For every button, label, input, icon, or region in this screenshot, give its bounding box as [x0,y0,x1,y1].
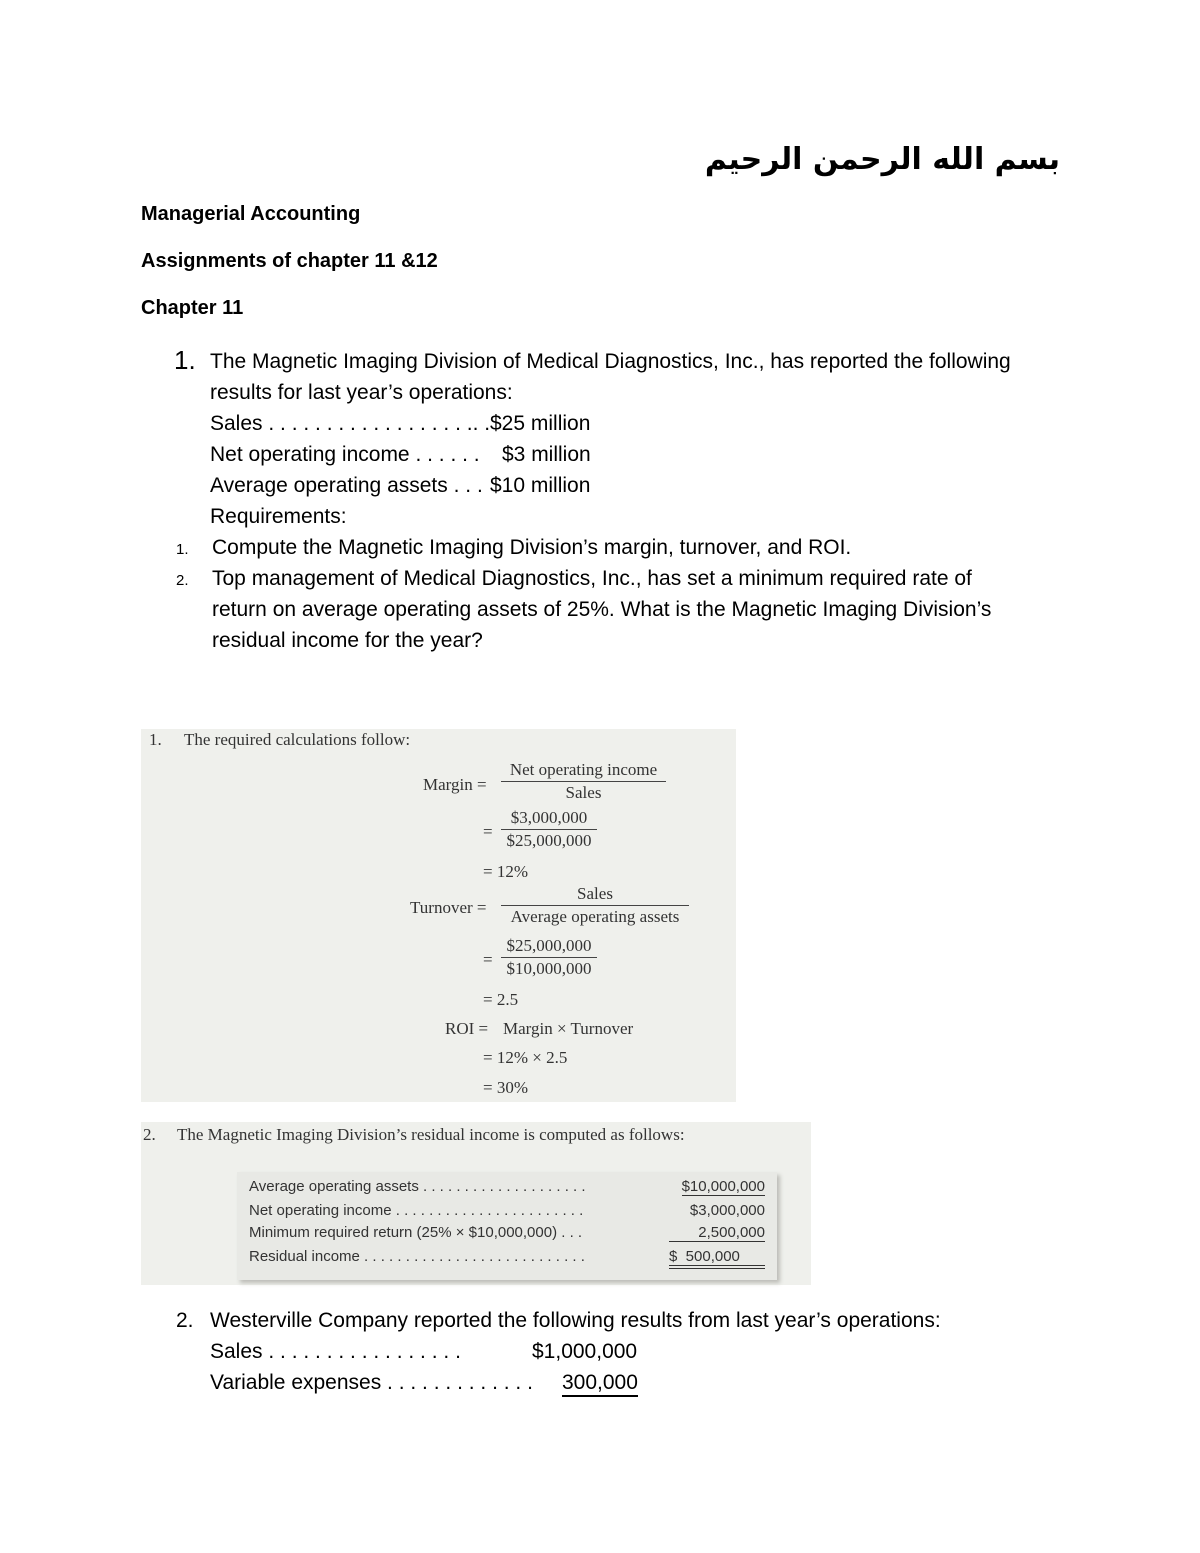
question-2-text: Westerville Company reported the following results from last year’s operations: [210,1309,941,1332]
solution-1-panel [141,729,736,1102]
requirement-2-line1: Top management of Medical Diagnostics, Inc., has set a minimum required rate of [212,567,972,590]
margin-result: = 12% [483,862,528,881]
requirement-1-text: Compute the Magnetic Imaging Division’s margin, turnover, and ROI. [212,536,852,559]
margin-label: Margin = [423,775,487,794]
margin-formula-denominator: Sales [565,783,602,802]
average-operating-assets-label: Average operating assets . . . [210,474,483,497]
variable-expenses-value: 300,000 [562,1371,638,1397]
turnover-equals: = [483,950,493,969]
westerville-sales-label: Sales . . . . . . . . . . . . . . . . . [210,1340,461,1363]
turnover-result: = 2.5 [483,990,519,1009]
roi-formula: Margin × Turnover [503,1019,634,1038]
westerville-sales-value: $1,000,000 [532,1340,638,1363]
requirements-label: Requirements: [210,505,347,528]
turnover-formula-numerator: Sales [501,884,689,906]
turnover-formula-denominator: Average operating assets [510,907,680,926]
requirement-1-number: 1. [176,541,189,558]
question-2-number: 2. [176,1309,194,1332]
table-row-value [669,1224,765,1242]
solution-2-panel [141,1122,811,1285]
table-row-label: Minimum required return (25% × $10,000,000) . . . [249,1224,583,1241]
margin-values-numerator: $3,000,000 [501,808,597,830]
net-operating-income-label: Net operating income . . . . . . [210,443,480,466]
requirement-2-line3: residual income for the year? [212,629,483,652]
turnover-values-denominator: $10,000,000 [506,959,592,978]
margin-equals: = [483,822,493,841]
margin-formula-numerator: Net operating income [501,760,666,782]
question-1-number: 1. [174,345,196,375]
requirement-2-line2: return on average operating assets of 25%. What is the Magnetic Imaging Division’s [212,598,992,621]
basmala-heading: بسم الله الرحمن الرحيم [704,142,1060,177]
variable-expenses-label: Variable expenses . . . . . . . . . . . . . [210,1371,533,1394]
table-row-value-text: 2,500,000 [669,1224,765,1242]
assignments-heading: Assignments of chapter 11 &12 [141,250,438,272]
residual-income-table [237,1172,777,1280]
margin-values-fraction [501,808,597,851]
table-row-value [669,1248,765,1269]
solution-2-number: 2. [143,1125,156,1144]
turnover-values-fraction [501,936,597,979]
table-row-label: Net operating income . . . . . . . . . . . . . . . . . . . . . . . [249,1202,584,1219]
turnover-formula-fraction [501,884,689,927]
margin-formula-fraction [501,760,666,803]
question-1-intro-line2: results for last year’s operations: [210,381,513,404]
turnover-values-numerator: $25,000,000 [501,936,597,958]
roi-calculation: = 12% × 2.5 [483,1048,568,1067]
roi-label: ROI = [445,1019,489,1038]
solution-2-title: The Magnetic Imaging Division’s residual income is computed as follows: [177,1125,685,1144]
net-operating-income-value: $3 million [502,443,591,466]
chapter-heading: Chapter 11 [141,297,244,319]
solution-1-number: 1. [149,730,162,749]
roi-result: = 30% [483,1078,528,1097]
solution-1-title: The required calculations follow: [184,730,411,749]
average-operating-assets-value: $10 million [490,474,591,497]
sales-label: Sales . . . . . . . . . . . . . . . . . .. . [210,412,491,435]
question-1-intro-line1: The Magnetic Imaging Division of Medical Diagnostics, Inc., has reported the following [210,350,1011,373]
table-row-label: Average operating assets . . . . . . . . . . . . . . . . . . . . [249,1178,586,1195]
sales-value: $25 million [490,412,591,435]
table-row-value-text: $ 500,000 [669,1248,765,1269]
table-row-value-text: $10,000,000 [681,1178,765,1195]
table-row-value: $3,000,000 [689,1202,765,1219]
course-title: Managerial Accounting [141,203,361,225]
table-row-label: Residual income . . . . . . . . . . . . . . . . . . . . . . . . . . . [249,1248,585,1265]
table-row-value [682,1178,765,1195]
requirement-2-number: 2. [176,572,189,589]
turnover-label: Turnover = [410,898,487,917]
margin-values-denominator: $25,000,000 [506,831,592,850]
